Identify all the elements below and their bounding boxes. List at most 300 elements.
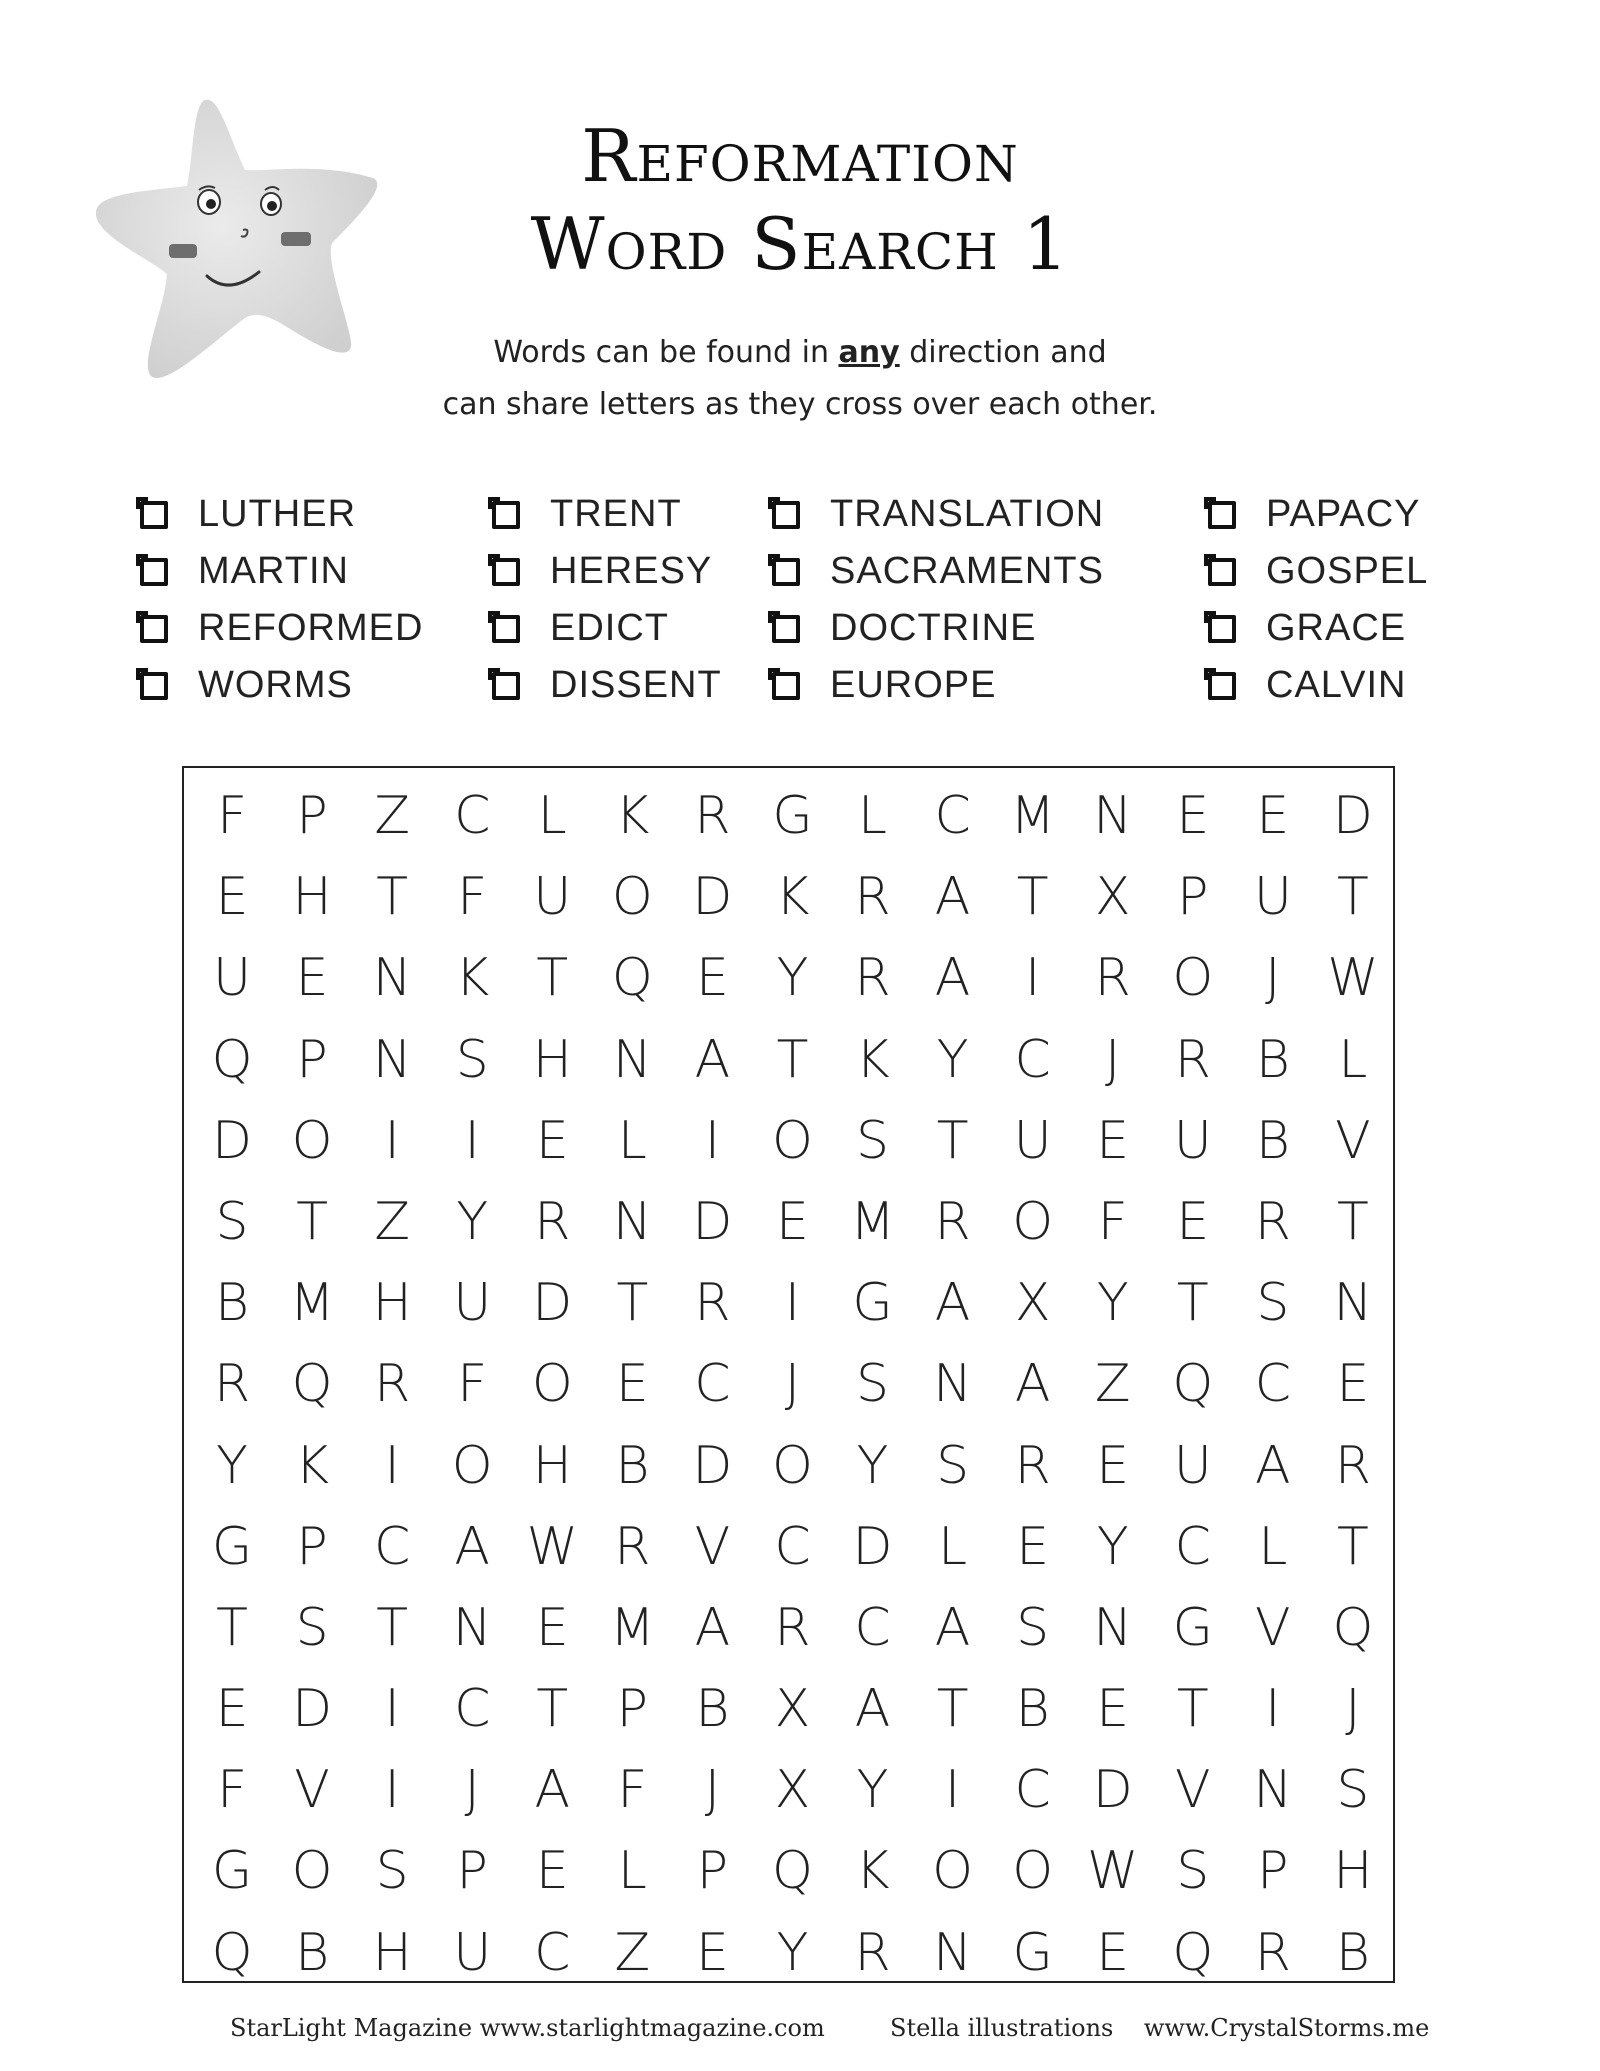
grid-letter[interactable]: R bbox=[1254, 1922, 1291, 1983]
checkbox-icon[interactable] bbox=[772, 615, 800, 643]
grid-letter[interactable]: P bbox=[616, 1679, 649, 1740]
checkbox-icon[interactable] bbox=[492, 501, 520, 529]
grid-letter[interactable]: E bbox=[695, 1922, 729, 1983]
grid-row bbox=[184, 1020, 1393, 1101]
grid-letter[interactable]: N bbox=[452, 1597, 492, 1658]
grid-letter[interactable]: F bbox=[217, 786, 247, 846]
grid-letter[interactable]: R bbox=[854, 867, 891, 928]
grid-letter[interactable]: Y bbox=[1096, 1516, 1129, 1577]
grid-letter[interactable]: O bbox=[291, 1110, 333, 1171]
grid-letter[interactable]: D bbox=[692, 867, 733, 928]
grid-letter[interactable]: I bbox=[1024, 948, 1041, 1009]
grid-row bbox=[184, 1913, 1393, 1994]
grid-letter[interactable]: D bbox=[292, 1679, 333, 1740]
grid-letter[interactable]: P bbox=[1257, 1841, 1289, 1902]
word-label: CALVIN bbox=[1266, 664, 1407, 706]
grid-letter[interactable]: N bbox=[612, 1191, 652, 1252]
grid-letter[interactable]: Y bbox=[936, 1029, 969, 1090]
grid-letter[interactable]: T bbox=[1337, 1191, 1369, 1252]
word-item[interactable] bbox=[140, 600, 423, 657]
grid-letter[interactable]: Y bbox=[776, 948, 809, 1009]
grid-letter[interactable]: C bbox=[934, 786, 971, 846]
grid-row bbox=[184, 1101, 1393, 1182]
grid-letter[interactable]: C bbox=[1174, 1516, 1211, 1577]
grid-letter[interactable]: B bbox=[695, 1679, 730, 1740]
grid-letter[interactable]: X bbox=[1014, 1273, 1051, 1334]
grid-letter[interactable]: I bbox=[384, 1760, 400, 1821]
grid-letter[interactable]: A bbox=[534, 1760, 571, 1821]
grid-letter[interactable]: Q bbox=[1172, 1922, 1214, 1983]
word-item[interactable] bbox=[140, 543, 423, 600]
grid-letter[interactable]: B bbox=[1335, 1922, 1370, 1983]
grid-letter[interactable]: G bbox=[1172, 1597, 1213, 1658]
grid-letter[interactable]: A bbox=[854, 1679, 891, 1740]
grid-letter[interactable]: P bbox=[696, 1841, 729, 1902]
grid-letter[interactable]: L bbox=[617, 1110, 647, 1171]
grid-letter[interactable]: A bbox=[934, 948, 971, 1009]
grid-letter[interactable]: T bbox=[536, 1679, 569, 1740]
grid-letter[interactable]: R bbox=[213, 1354, 251, 1415]
grid-letter[interactable]: U bbox=[1253, 867, 1292, 928]
grid-letter[interactable]: O bbox=[291, 1841, 333, 1902]
grid-letter[interactable]: H bbox=[1333, 1841, 1373, 1902]
grid-letter[interactable]: E bbox=[1096, 1922, 1130, 1983]
grid-letter[interactable]: B bbox=[295, 1922, 330, 1983]
word-label: REFORMED bbox=[198, 607, 424, 649]
grid-letter[interactable]: W bbox=[1087, 1841, 1139, 1902]
grid-letter[interactable]: Y bbox=[856, 1760, 889, 1821]
grid-letter[interactable]: X bbox=[774, 1679, 811, 1740]
grid-letter[interactable]: F bbox=[617, 1760, 648, 1821]
grid-letter[interactable]: T bbox=[376, 1597, 409, 1658]
grid-letter[interactable]: V bbox=[1335, 1110, 1371, 1171]
grid-letter[interactable]: O bbox=[772, 1110, 813, 1171]
grid-letter[interactable]: Y bbox=[456, 1191, 489, 1252]
grid-letter[interactable]: C bbox=[1014, 1029, 1051, 1090]
grid-letter[interactable]: O bbox=[1012, 1191, 1054, 1252]
grid-row bbox=[184, 857, 1393, 938]
grid-letter[interactable]: R bbox=[534, 1191, 571, 1252]
grid-letter[interactable]: Q bbox=[1172, 1354, 1214, 1415]
grid-letter[interactable]: S bbox=[1256, 1273, 1290, 1334]
word-list-column-1 bbox=[140, 486, 423, 714]
grid-letter[interactable]: A bbox=[1255, 1435, 1291, 1496]
grid-letter[interactable]: I bbox=[384, 1435, 400, 1496]
word-label: DISSENT bbox=[550, 664, 722, 706]
grid-letter[interactable]: J bbox=[464, 1760, 480, 1821]
word-item[interactable] bbox=[1208, 600, 1428, 657]
grid-letter[interactable]: T bbox=[1176, 1273, 1209, 1334]
grid-letter[interactable]: V bbox=[1255, 1597, 1291, 1658]
grid-letter[interactable]: P bbox=[296, 1516, 328, 1577]
grid-row bbox=[184, 1750, 1393, 1831]
grid-letter[interactable]: J bbox=[704, 1760, 721, 1821]
grid-letter[interactable]: I bbox=[704, 1110, 721, 1171]
grid-letter[interactable]: N bbox=[1093, 1597, 1133, 1658]
grid-letter[interactable]: M bbox=[1010, 786, 1056, 846]
checkbox-icon[interactable] bbox=[492, 672, 520, 700]
grid-letter[interactable]: D bbox=[852, 1516, 893, 1577]
grid-letter[interactable]: O bbox=[1172, 948, 1214, 1009]
word-item[interactable] bbox=[140, 657, 423, 714]
grid-letter[interactable]: S bbox=[1016, 1597, 1050, 1658]
grid-letter[interactable]: R bbox=[1334, 1435, 1371, 1496]
grid-letter[interactable]: T bbox=[1337, 867, 1369, 928]
grid-letter[interactable]: J bbox=[1105, 1029, 1121, 1090]
grid-letter[interactable]: V bbox=[694, 1516, 731, 1577]
grid-letter[interactable]: B bbox=[1255, 1029, 1290, 1090]
word-item[interactable] bbox=[140, 486, 423, 543]
grid-letter[interactable]: M bbox=[289, 1273, 335, 1334]
grid-letter[interactable]: T bbox=[776, 1029, 809, 1090]
grid-letter[interactable]: A bbox=[454, 1516, 490, 1577]
grid-letter[interactable]: Y bbox=[1096, 1273, 1129, 1334]
grid-letter[interactable]: C bbox=[374, 1516, 411, 1577]
grid-letter[interactable]: C bbox=[694, 1354, 731, 1415]
instructions-line2: can share letters as they cross over each other. bbox=[442, 387, 1158, 422]
grid-letter[interactable]: I bbox=[384, 1679, 400, 1740]
grid-letter[interactable]: S bbox=[375, 1841, 409, 1902]
grid-letter[interactable]: B bbox=[1255, 1110, 1290, 1171]
checkbox-icon[interactable] bbox=[140, 558, 168, 586]
grid-letter[interactable]: Z bbox=[374, 1191, 410, 1252]
grid-letter[interactable]: P bbox=[1177, 867, 1209, 928]
grid-letter[interactable]: T bbox=[536, 948, 569, 1009]
grid-letter[interactable]: A bbox=[694, 1597, 731, 1658]
grid-letter[interactable]: C bbox=[454, 1679, 491, 1740]
grid-letter[interactable]: E bbox=[615, 1354, 649, 1415]
instructions-text: Words can be found in bbox=[493, 335, 839, 370]
checkbox-icon[interactable] bbox=[772, 558, 800, 586]
grid-letter[interactable]: L bbox=[1258, 1516, 1288, 1577]
word-item[interactable] bbox=[772, 657, 1104, 714]
grid-letter[interactable]: D bbox=[692, 1435, 733, 1496]
checkbox-icon[interactable] bbox=[1208, 615, 1236, 643]
grid-row bbox=[184, 1426, 1393, 1507]
grid-letter[interactable]: M bbox=[609, 1597, 655, 1658]
grid-letter[interactable]: E bbox=[1176, 786, 1210, 846]
grid-letter[interactable]: B bbox=[615, 1435, 650, 1496]
grid-letter[interactable]: S bbox=[295, 1597, 329, 1658]
grid-letter[interactable]: H bbox=[532, 1029, 572, 1090]
grid-letter[interactable]: Q bbox=[211, 1922, 253, 1983]
grid-letter[interactable]: D bbox=[1332, 786, 1373, 846]
grid-row bbox=[184, 1588, 1393, 1669]
grid-letter[interactable]: D bbox=[692, 1191, 733, 1252]
grid-letter[interactable]: Z bbox=[614, 1922, 651, 1983]
grid-letter[interactable]: N bbox=[1333, 1273, 1373, 1334]
grid-letter[interactable]: W bbox=[1327, 948, 1379, 1009]
word-item[interactable] bbox=[1208, 543, 1428, 600]
word-item[interactable] bbox=[492, 486, 722, 543]
grid-letter[interactable]: E bbox=[535, 1841, 569, 1902]
word-item[interactable] bbox=[492, 657, 722, 714]
grid-letter[interactable]: N bbox=[372, 948, 412, 1009]
grid-letter[interactable]: E bbox=[1176, 1191, 1210, 1252]
word-label: EUROPE bbox=[830, 664, 997, 706]
grid-letter[interactable]: Z bbox=[1094, 1354, 1131, 1415]
grid-letter[interactable]: E bbox=[1336, 1354, 1370, 1415]
grid-letter[interactable]: U bbox=[533, 867, 572, 928]
grid-letter[interactable]: R bbox=[934, 1191, 971, 1252]
grid-letter[interactable]: H bbox=[292, 867, 332, 928]
grid-letter[interactable]: D bbox=[212, 1110, 253, 1171]
grid-letter[interactable]: Q bbox=[1332, 1597, 1374, 1658]
grid-letter[interactable]: R bbox=[1014, 1435, 1051, 1496]
grid-row bbox=[184, 1507, 1393, 1588]
grid-letter[interactable]: U bbox=[1173, 1110, 1212, 1171]
grid-letter[interactable]: T bbox=[376, 867, 409, 928]
grid-letter[interactable]: L bbox=[858, 786, 888, 846]
grid-letter[interactable]: K bbox=[855, 1029, 890, 1090]
grid-letter[interactable]: O bbox=[611, 867, 653, 928]
grid-letter[interactable]: T bbox=[1176, 1679, 1209, 1740]
instructions-line1 bbox=[400, 333, 1200, 372]
grid-letter[interactable]: T bbox=[936, 1110, 969, 1171]
grid-letter[interactable]: K bbox=[775, 867, 810, 928]
grid-letter[interactable]: E bbox=[1096, 1679, 1130, 1740]
grid-letter[interactable]: R bbox=[774, 1597, 811, 1658]
grid-letter[interactable]: R bbox=[854, 1922, 891, 1983]
grid-letter[interactable]: J bbox=[784, 1354, 801, 1415]
grid-row bbox=[184, 1831, 1393, 1912]
grid-letter[interactable]: L bbox=[938, 1516, 968, 1577]
grid-letter[interactable]: S bbox=[455, 1029, 489, 1090]
word-label: TRENT bbox=[550, 493, 682, 535]
grid-row bbox=[184, 776, 1393, 857]
grid-letter[interactable]: K bbox=[295, 1435, 330, 1496]
grid-letter[interactable]: E bbox=[215, 1679, 249, 1740]
grid-letter[interactable]: V bbox=[1174, 1760, 1211, 1821]
grid-letter[interactable]: A bbox=[934, 1273, 971, 1334]
grid-letter[interactable]: A bbox=[694, 1029, 731, 1090]
grid-row bbox=[184, 1344, 1393, 1425]
checkbox-icon[interactable] bbox=[1208, 501, 1236, 529]
grid-letter[interactable]: E bbox=[695, 948, 729, 1009]
grid-letter[interactable]: C bbox=[1254, 1354, 1291, 1415]
grid-letter[interactable]: C bbox=[774, 1516, 811, 1577]
word-list-column-4 bbox=[1208, 486, 1428, 714]
grid-letter[interactable]: W bbox=[526, 1516, 578, 1577]
word-label: WORMS bbox=[198, 664, 353, 706]
word-item[interactable] bbox=[772, 600, 1104, 657]
word-item[interactable] bbox=[1208, 657, 1428, 714]
grid-letter[interactable]: I bbox=[464, 1110, 480, 1171]
grid-letter[interactable]: R bbox=[854, 948, 891, 1009]
grid-letter[interactable]: G bbox=[772, 786, 813, 846]
grid-letter[interactable]: X bbox=[774, 1760, 811, 1821]
grid-letter[interactable]: P bbox=[456, 1841, 488, 1902]
word-item[interactable] bbox=[492, 543, 722, 600]
grid-letter[interactable]: H bbox=[372, 1922, 412, 1983]
grid-letter[interactable]: O bbox=[451, 1435, 493, 1496]
grid-row bbox=[184, 1263, 1393, 1344]
grid-letter[interactable]: N bbox=[933, 1922, 973, 1983]
grid-letter[interactable]: A bbox=[1014, 1354, 1051, 1415]
checkbox-icon[interactable] bbox=[140, 672, 168, 700]
grid-letter[interactable]: R bbox=[1174, 1029, 1211, 1090]
grid-letter[interactable]: Q bbox=[291, 1354, 333, 1415]
grid-letter[interactable]: N bbox=[612, 1029, 652, 1090]
grid-letter[interactable]: D bbox=[532, 1273, 573, 1334]
grid-letter[interactable]: S bbox=[1176, 1841, 1210, 1902]
grid-letter[interactable]: R bbox=[694, 786, 731, 846]
grid-letter[interactable]: U bbox=[453, 1273, 492, 1334]
grid-letter[interactable]: T bbox=[1016, 867, 1049, 928]
grid-letter[interactable]: S bbox=[856, 1110, 890, 1171]
grid-letter[interactable]: E bbox=[295, 948, 329, 1009]
grid-letter[interactable]: C bbox=[1014, 1760, 1051, 1821]
grid-letter[interactable]: T bbox=[216, 1597, 248, 1658]
grid-letter[interactable]: E bbox=[535, 1110, 569, 1171]
checkbox-icon[interactable] bbox=[492, 615, 520, 643]
grid-letter[interactable]: N bbox=[1253, 1760, 1293, 1821]
grid-letter[interactable]: D bbox=[1092, 1760, 1133, 1821]
grid-letter[interactable]: F bbox=[457, 1354, 488, 1415]
word-label: EDICT bbox=[550, 607, 669, 649]
word-search-grid bbox=[182, 766, 1395, 1983]
grid-letter[interactable]: E bbox=[535, 1597, 569, 1658]
grid-letter[interactable]: C bbox=[534, 1922, 571, 1983]
grid-letter[interactable]: Q bbox=[772, 1841, 813, 1902]
grid-letter[interactable]: E bbox=[215, 867, 249, 928]
checkbox-icon[interactable] bbox=[140, 501, 168, 529]
grid-letter[interactable]: C bbox=[854, 1597, 891, 1658]
grid-letter[interactable]: Z bbox=[374, 786, 410, 846]
grid-letter[interactable]: L bbox=[617, 1841, 647, 1902]
grid-letter[interactable]: H bbox=[372, 1273, 412, 1334]
grid-letter[interactable]: Q bbox=[211, 1029, 253, 1090]
grid-letter[interactable]: E bbox=[1096, 1435, 1130, 1496]
grid-letter[interactable]: S bbox=[856, 1354, 890, 1415]
instructions-emphasis: any bbox=[838, 335, 900, 370]
grid-letter[interactable]: U bbox=[453, 1922, 492, 1983]
checkbox-icon[interactable] bbox=[772, 672, 800, 700]
grid-row bbox=[184, 1669, 1393, 1750]
page-title-line2: Word Search 1 bbox=[530, 202, 1070, 286]
grid-letter[interactable]: S bbox=[936, 1435, 970, 1496]
grid-letter[interactable]: G bbox=[852, 1273, 893, 1334]
grid-letter[interactable]: R bbox=[374, 1354, 411, 1415]
word-label: SACRAMENTS bbox=[830, 550, 1104, 592]
grid-letter[interactable]: P bbox=[296, 786, 328, 846]
word-list-column-2 bbox=[492, 486, 722, 714]
grid-letter[interactable]: E bbox=[1016, 1516, 1050, 1577]
grid-letter[interactable]: P bbox=[296, 1029, 328, 1090]
grid-letter[interactable]: O bbox=[1012, 1841, 1054, 1902]
grid-letter[interactable]: K bbox=[455, 948, 490, 1009]
grid-letter[interactable]: K bbox=[855, 1841, 890, 1902]
grid-letter[interactable]: I bbox=[384, 1110, 400, 1171]
checkbox-icon[interactable] bbox=[1208, 672, 1236, 700]
grid-letter[interactable]: M bbox=[850, 1191, 895, 1252]
word-label: GRACE bbox=[1266, 607, 1407, 649]
grid-letter[interactable]: Y bbox=[856, 1435, 889, 1496]
grid-letter[interactable]: S bbox=[215, 1191, 249, 1252]
grid-row bbox=[184, 1182, 1393, 1263]
grid-letter[interactable]: A bbox=[934, 867, 971, 928]
word-label: GOSPEL bbox=[1266, 550, 1429, 592]
checkbox-icon[interactable] bbox=[1208, 558, 1236, 586]
word-item[interactable] bbox=[1208, 486, 1428, 543]
grid-letter[interactable]: R bbox=[1254, 1191, 1291, 1252]
word-item[interactable] bbox=[772, 543, 1104, 600]
grid-letter[interactable]: F bbox=[1097, 1191, 1128, 1252]
grid-letter[interactable]: E bbox=[1256, 786, 1290, 846]
grid-letter[interactable]: R bbox=[614, 1516, 651, 1577]
grid-letter[interactable]: O bbox=[932, 1841, 974, 1902]
grid-letter[interactable]: Y bbox=[216, 1435, 248, 1496]
grid-letter[interactable]: F bbox=[217, 1760, 247, 1821]
grid-letter[interactable]: I bbox=[1265, 1679, 1281, 1740]
grid-letter[interactable]: I bbox=[784, 1273, 801, 1334]
grid-letter[interactable]: A bbox=[934, 1597, 971, 1658]
checkbox-icon[interactable] bbox=[492, 558, 520, 586]
word-label: HERESY bbox=[550, 550, 713, 592]
grid-letter[interactable]: L bbox=[1338, 1029, 1368, 1090]
checkbox-icon[interactable] bbox=[140, 615, 168, 643]
grid-letter[interactable]: T bbox=[616, 1273, 649, 1334]
grid-letter[interactable]: Q bbox=[611, 948, 653, 1009]
grid-letter[interactable]: U bbox=[1013, 1110, 1052, 1171]
grid-letter[interactable]: O bbox=[772, 1435, 813, 1496]
grid-letter[interactable]: R bbox=[1094, 948, 1131, 1009]
checkbox-icon[interactable] bbox=[772, 501, 800, 529]
grid-letter[interactable]: E bbox=[776, 1191, 809, 1252]
grid-letter[interactable]: U bbox=[1173, 1435, 1212, 1496]
grid-letter[interactable]: G bbox=[1012, 1922, 1053, 1983]
word-label: DOCTRINE bbox=[830, 607, 1037, 649]
grid-letter[interactable]: I bbox=[944, 1760, 961, 1821]
grid-letter[interactable]: B bbox=[215, 1273, 250, 1334]
grid-letter[interactable]: H bbox=[532, 1435, 572, 1496]
grid-letter[interactable]: L bbox=[537, 786, 567, 846]
grid-letter[interactable]: E bbox=[1096, 1110, 1130, 1171]
grid-letter[interactable]: X bbox=[1094, 867, 1131, 928]
footer-credit-illustrations: Stella illustrations www.CrystalStorms.me bbox=[890, 2014, 1430, 2042]
grid-letter[interactable]: R bbox=[694, 1273, 731, 1334]
grid-letter[interactable]: N bbox=[372, 1029, 412, 1090]
grid-letter[interactable]: J bbox=[1265, 948, 1281, 1009]
word-label: MARTIN bbox=[198, 550, 349, 592]
grid-letter[interactable]: G bbox=[211, 1516, 253, 1577]
word-item[interactable] bbox=[772, 486, 1104, 543]
grid-letter[interactable]: T bbox=[936, 1679, 969, 1740]
grid-letter[interactable]: T bbox=[296, 1191, 328, 1252]
star-mascot-icon bbox=[95, 92, 400, 392]
word-label: LUTHER bbox=[198, 493, 357, 535]
grid-letter[interactable]: T bbox=[1337, 1516, 1369, 1577]
grid-letter[interactable]: F bbox=[457, 867, 488, 928]
grid-letter[interactable]: U bbox=[213, 948, 252, 1009]
word-item[interactable] bbox=[492, 600, 722, 657]
grid-letter[interactable]: J bbox=[1345, 1679, 1361, 1740]
grid-letter[interactable]: Y bbox=[776, 1922, 809, 1983]
word-label: PAPACY bbox=[1266, 493, 1421, 535]
grid-letter[interactable]: C bbox=[454, 786, 491, 846]
word-list-column-3 bbox=[772, 486, 1104, 714]
grid-letter[interactable]: K bbox=[615, 786, 650, 846]
grid-letter[interactable]: S bbox=[1336, 1760, 1370, 1821]
grid-letter[interactable]: B bbox=[1015, 1679, 1050, 1740]
grid-letter[interactable]: N bbox=[1093, 786, 1133, 846]
grid-letter[interactable]: G bbox=[211, 1841, 253, 1902]
grid-letter[interactable]: N bbox=[933, 1354, 973, 1415]
grid-letter[interactable]: V bbox=[294, 1760, 330, 1821]
page-title-line1: Reformation bbox=[581, 114, 1019, 198]
footer-credit-magazine: StarLight Magazine www.starlightmagazine.com bbox=[230, 2014, 825, 2042]
grid-letter[interactable]: O bbox=[531, 1354, 573, 1415]
